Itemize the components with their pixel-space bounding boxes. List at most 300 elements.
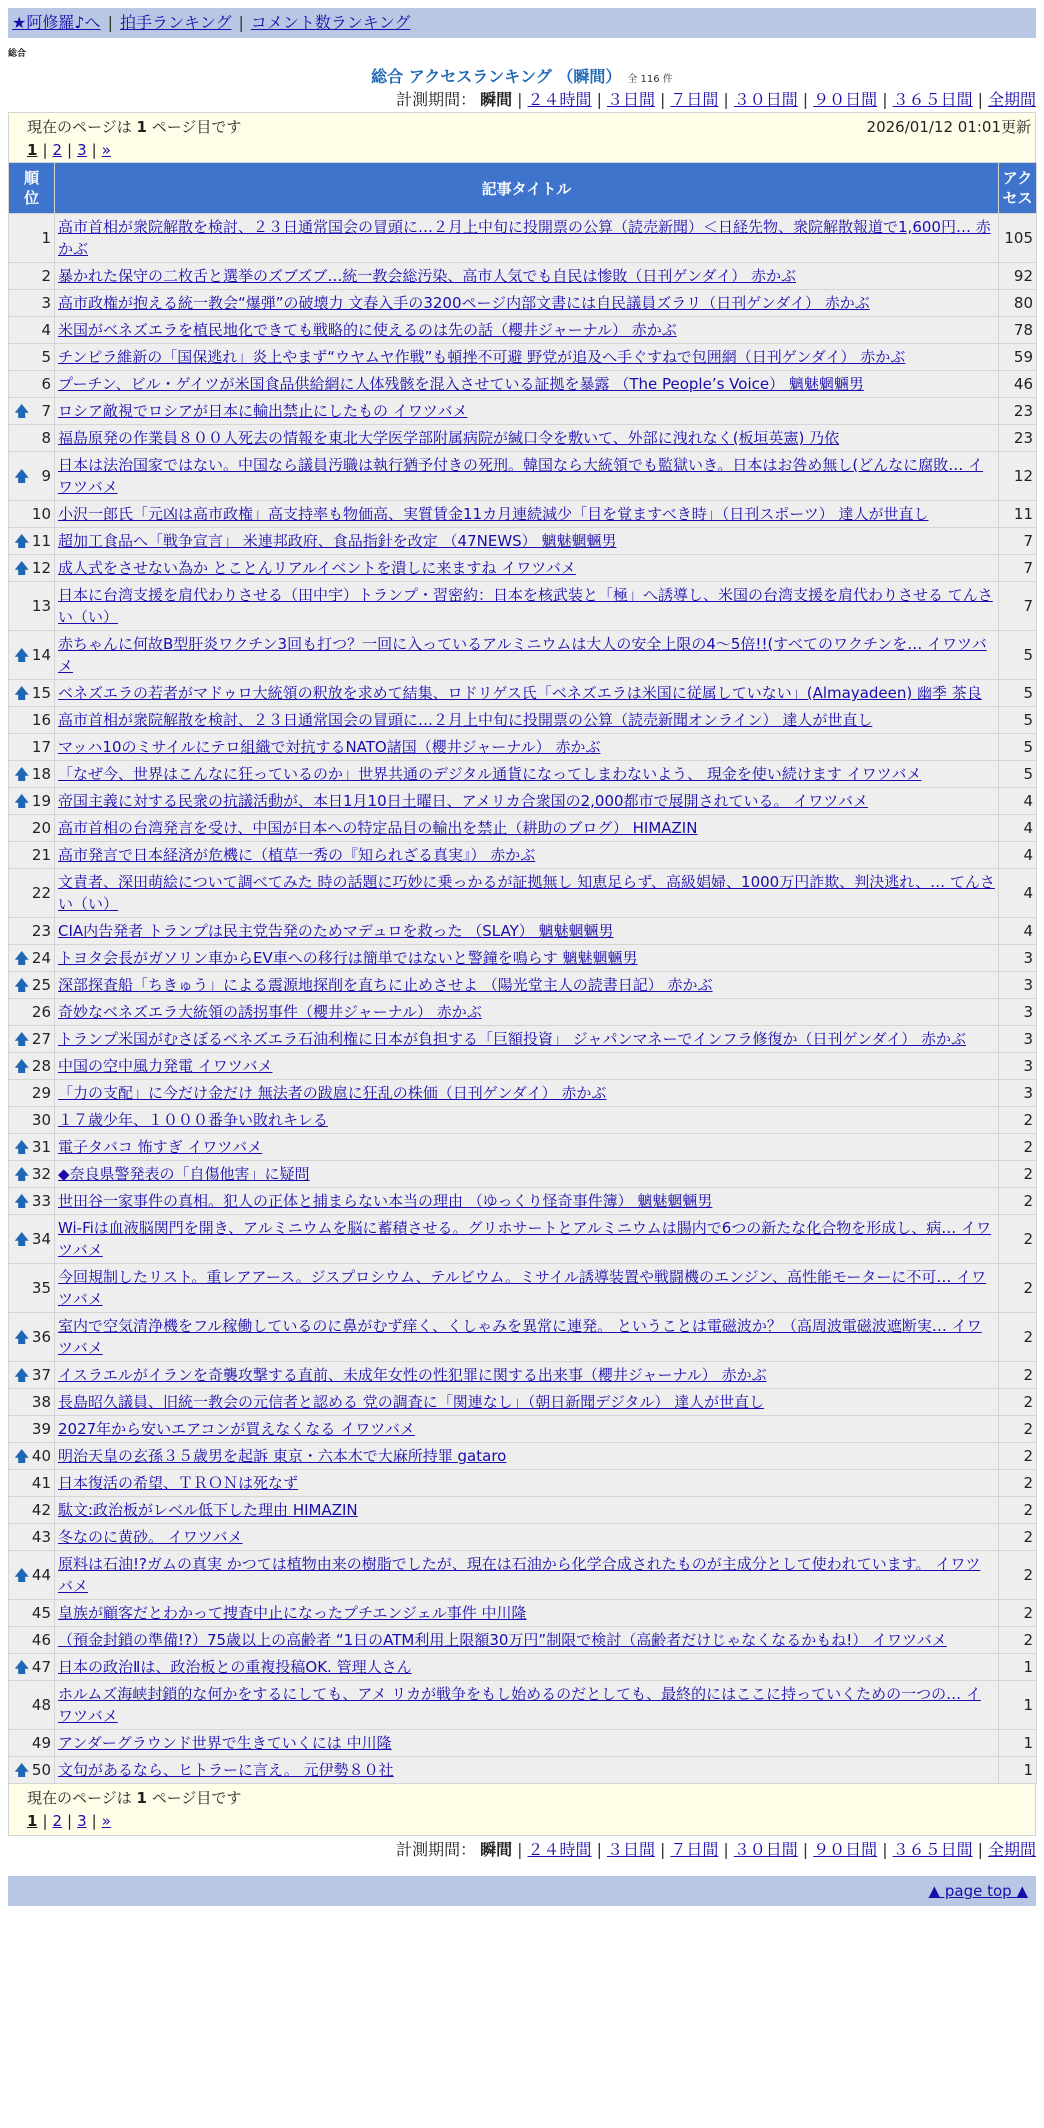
rank-cell bbox=[9, 398, 55, 425]
access-count: 7 bbox=[999, 555, 1037, 582]
access-count: 2 bbox=[999, 1389, 1037, 1416]
rank-up-arrow-icon: 🡅 bbox=[14, 1230, 30, 1248]
access-count: 3 bbox=[999, 1026, 1037, 1053]
rank-up-arrow-icon: 🡅 bbox=[14, 1447, 30, 1465]
rank-cell bbox=[9, 1313, 55, 1362]
pager-separator: | bbox=[42, 141, 48, 159]
table-row bbox=[9, 972, 1037, 999]
access-count: 3 bbox=[999, 1080, 1037, 1107]
rank-number: 35 bbox=[31, 1279, 51, 1297]
period-separator: | bbox=[723, 1840, 729, 1859]
period-link-1[interactable]: ３日間 bbox=[606, 90, 655, 109]
rank-up-arrow-icon: 🡅 bbox=[14, 976, 30, 994]
title-cell bbox=[55, 1026, 999, 1053]
pager-separator: | bbox=[91, 141, 97, 159]
rank-cell bbox=[9, 452, 55, 501]
pager-separator: | bbox=[67, 141, 73, 159]
access-count: 1 bbox=[999, 1681, 1037, 1730]
rank-cell bbox=[9, 1443, 55, 1470]
article-title-link[interactable]: 高市政権が抱える統一教会“爆弾”の破壊力 文春入手の3200ページ内部文書には自民議員ズラリ（日刊ゲンダイ） 赤かぶ bbox=[58, 294, 870, 312]
rank-cell bbox=[9, 918, 55, 945]
rank-number: 1 bbox=[41, 229, 51, 247]
title-cell bbox=[55, 452, 999, 501]
title-cell bbox=[55, 945, 999, 972]
rank-up-arrow-icon: 🡅 bbox=[14, 532, 30, 550]
rank-number: 12 bbox=[31, 559, 51, 577]
page-info-bottom bbox=[8, 1784, 1036, 1836]
nav-link-comment-ranking[interactable]: コメント数ランキング bbox=[250, 13, 411, 32]
pager-separator: | bbox=[67, 1812, 73, 1830]
footer-bar bbox=[8, 1876, 1036, 1906]
period-link-3[interactable]: ３０日間 bbox=[733, 1840, 798, 1859]
rank-cell bbox=[9, 1524, 55, 1551]
rank-cell bbox=[9, 761, 55, 788]
rank-number: 15 bbox=[31, 684, 51, 702]
rank-number: 10 bbox=[31, 505, 51, 523]
table-row bbox=[9, 1161, 1037, 1188]
pager-link-1[interactable]: 3 bbox=[77, 1812, 87, 1830]
title-cell bbox=[55, 999, 999, 1026]
table-row bbox=[9, 290, 1037, 317]
top-nav-bar bbox=[8, 8, 1036, 38]
article-title-link[interactable]: 日本復活の希望、ＴＲＯＮは死なず bbox=[58, 1474, 299, 1492]
access-count: 2 bbox=[999, 1443, 1037, 1470]
rank-up-arrow-icon: 🡅 bbox=[14, 765, 30, 783]
article-title-link[interactable]: 世田谷一家事件の真相。犯人の正体と捕まらない本当の理由 （ゆっくり怪奇事件簿） 魑魅魍魎男 bbox=[58, 1192, 713, 1210]
header-rank: 順位 bbox=[9, 163, 55, 214]
rank-up-arrow-icon: 🡅 bbox=[14, 1658, 30, 1676]
bottom-spacer bbox=[8, 1906, 1036, 1918]
title-cell bbox=[55, 1551, 999, 1600]
rank-cell bbox=[9, 788, 55, 815]
title-cell bbox=[55, 1313, 999, 1362]
article-title-link[interactable]: 駄文:政治板がレベル低下した理由 HIMAZIN bbox=[58, 1501, 358, 1519]
access-count: 2 bbox=[999, 1551, 1037, 1600]
period-link-2[interactable]: ７日間 bbox=[670, 1840, 719, 1859]
rank-number: 38 bbox=[31, 1393, 51, 1411]
period-current: 瞬間 bbox=[480, 1840, 513, 1859]
article-title-link[interactable]: 小沢一郎氏「元凶は高市政権」高支持率も物価高、実質賃金11カ月連続減少「目を覚ますべき時」（日刊スポーツ） 達人が世直し bbox=[58, 505, 929, 523]
table-row bbox=[9, 582, 1037, 631]
pager-link-2[interactable]: » bbox=[101, 1812, 111, 1830]
period-link-4[interactable]: ９０日間 bbox=[813, 1840, 878, 1859]
period-separator: | bbox=[802, 90, 809, 109]
rank-number: 40 bbox=[31, 1447, 51, 1465]
table-row bbox=[9, 1551, 1037, 1600]
article-title-link[interactable]: 冬なのに黄砂。 イワツバメ bbox=[58, 1528, 243, 1546]
access-count: 92 bbox=[999, 263, 1037, 290]
title-cell bbox=[55, 788, 999, 815]
period-link-5[interactable]: ３６５日間 bbox=[892, 90, 973, 109]
period-separator: | bbox=[659, 1840, 666, 1859]
rank-cell bbox=[9, 1080, 55, 1107]
access-count: 23 bbox=[999, 398, 1037, 425]
period-separator: | bbox=[596, 1840, 602, 1859]
rank-number: 18 bbox=[31, 765, 51, 783]
page-top-link[interactable]: ▲ page top ▲ bbox=[928, 1882, 1028, 1900]
period-label: 計測期間： bbox=[396, 1840, 477, 1859]
title-cell bbox=[55, 425, 999, 452]
rank-number: 48 bbox=[31, 1696, 51, 1714]
rank-number: 28 bbox=[31, 1057, 51, 1075]
pager-link-0[interactable]: 2 bbox=[52, 141, 63, 159]
title-cell bbox=[55, 1215, 999, 1264]
period-separator: | bbox=[659, 90, 666, 109]
title-cell bbox=[55, 815, 999, 842]
page-info-top bbox=[8, 112, 1036, 162]
rank-cell bbox=[9, 1026, 55, 1053]
rank-cell bbox=[9, 425, 55, 452]
table-row bbox=[9, 452, 1037, 501]
table-row bbox=[9, 680, 1037, 707]
article-title-link[interactable]: 電子タバコ 怖すぎ イワツバメ bbox=[58, 1138, 263, 1156]
article-title-link[interactable]: 原料は石油!?ガムの真実 かつては植物由来の樹脂でしたが、現在は石油から化学合成されたものが主成分として使われています。 イワツバメ bbox=[58, 1555, 981, 1595]
page-indicator-prefix: 現在のページは bbox=[27, 1789, 132, 1807]
table-row bbox=[9, 945, 1037, 972]
article-title-link[interactable]: 「なぜ今、世界はこんなに狂っているのか」世界共通のデジタル通貨になってしまわないよう、 現金を使い続けます イワツバメ bbox=[58, 765, 922, 783]
table-row bbox=[9, 1600, 1037, 1627]
rank-cell bbox=[9, 263, 55, 290]
access-count: 80 bbox=[999, 290, 1037, 317]
pager-current-page: 1 bbox=[27, 141, 38, 159]
rank-up-arrow-icon: 🡅 bbox=[14, 1761, 30, 1779]
access-count: 4 bbox=[999, 869, 1037, 918]
period-link-5[interactable]: ３６５日間 bbox=[892, 1840, 973, 1859]
access-count: 4 bbox=[999, 788, 1037, 815]
rank-number: 30 bbox=[31, 1111, 51, 1129]
access-count: 7 bbox=[999, 582, 1037, 631]
article-title-link[interactable]: 福島原発の作業員８００人死去の情報を東北大学医学部附属病院が緘口令を敷いて、外部に洩れなく(板垣英憲) 乃依 bbox=[58, 429, 840, 447]
rank-cell bbox=[9, 1161, 55, 1188]
article-title-link[interactable]: 今回規制したリスト。重レアアース。ジスプロシウム、テルビウム。ミサイル誘導装置や戦闘機のエンジン、高性能モーターに不可… イワツバメ bbox=[58, 1268, 987, 1308]
rank-number: 43 bbox=[31, 1528, 51, 1546]
period-link-3[interactable]: ３０日間 bbox=[733, 90, 798, 109]
access-count: 3 bbox=[999, 945, 1037, 972]
rank-number: 46 bbox=[31, 1631, 51, 1649]
rank-number: 7 bbox=[41, 402, 51, 420]
rank-cell bbox=[9, 945, 55, 972]
rank-cell bbox=[9, 1389, 55, 1416]
article-title-link[interactable]: 帝国主義に対する民衆の抗議活動が、本日1月10日土曜日、アメリカ合衆国の2,000都市で展開されている。 イワツバメ bbox=[58, 792, 868, 810]
rank-number: 39 bbox=[31, 1420, 51, 1438]
rank-cell bbox=[9, 1551, 55, 1600]
article-title-link[interactable]: 赤ちゃんに何故B型肝炎ワクチン3回も打つ？一回に入っているアルミニウムは大人の安全上限の4〜5倍!!(すべてのワクチンを… イワツバメ bbox=[58, 635, 987, 675]
access-count: 2 bbox=[999, 1524, 1037, 1551]
article-title-link[interactable]: 深部探査船「ちきゅう」による震源地探削を直ちに止めさせよ （陽光堂主人の読書日記） 赤かぶ bbox=[58, 976, 713, 994]
rank-number: 14 bbox=[31, 646, 51, 664]
table-row bbox=[9, 555, 1037, 582]
access-count: 46 bbox=[999, 371, 1037, 398]
rank-number: 17 bbox=[31, 738, 51, 756]
table-row bbox=[9, 425, 1037, 452]
page-title-text: 総合 アクセスランキング （瞬間） bbox=[371, 67, 622, 86]
rank-number: 29 bbox=[31, 1084, 51, 1102]
article-title-link[interactable]: 奇妙なベネズエラ大統領の誘拐事件（櫻井ジャーナル） 赤かぶ bbox=[58, 1003, 482, 1021]
rank-cell bbox=[9, 680, 55, 707]
rank-number: 4 bbox=[41, 321, 51, 339]
article-title-link[interactable]: トヨタ会長がガソリン車からEV車への移行は簡単ではないと警鐘を鳴らす 魑魅魍魎男 bbox=[58, 949, 638, 967]
title-cell bbox=[55, 1497, 999, 1524]
rank-up-arrow-icon: 🡅 bbox=[14, 467, 30, 485]
access-count: 2 bbox=[999, 1188, 1037, 1215]
article-title-link[interactable]: 暴かれた保守の二枚舌と選挙のズブズブ…統一教会総汚染、高市人気でも自民は惨敗（日刊ゲンダイ） 赤かぶ bbox=[58, 267, 796, 285]
access-count: 2 bbox=[999, 1107, 1037, 1134]
access-count: 2 bbox=[999, 1215, 1037, 1264]
title-cell bbox=[55, 1264, 999, 1313]
rank-cell bbox=[9, 214, 55, 263]
pager-top bbox=[27, 139, 1031, 161]
access-count: 2 bbox=[999, 1627, 1037, 1654]
article-title-link[interactable]: 室内で空気清浄機をフル稼働しているのに鼻がむず痒く、くしゃみを異常に連発。 ということは電磁波か？（高周波電磁波遮断実… イワツバメ bbox=[58, 1317, 982, 1357]
rank-cell bbox=[9, 290, 55, 317]
article-title-link[interactable]: 「力の支配」に今だけ金だけ 無法者の跋扈に狂乱の株価（日刊ゲンダイ） 赤かぶ bbox=[58, 1084, 607, 1102]
rank-up-arrow-icon: 🡅 bbox=[14, 402, 30, 420]
access-count: 4 bbox=[999, 842, 1037, 869]
rank-number: 8 bbox=[41, 429, 51, 447]
title-cell bbox=[55, 1757, 999, 1784]
article-title-link[interactable]: 高市首相の台湾発言を受け、中国が日本への特定品目の輸出を禁止（耕助のブログ） HIMAZIN bbox=[58, 819, 698, 837]
period-separator: | bbox=[977, 1840, 983, 1859]
table-row bbox=[9, 214, 1037, 263]
access-count: 7 bbox=[999, 528, 1037, 555]
access-count: 5 bbox=[999, 631, 1037, 680]
page-indicator-number: 1 bbox=[136, 118, 147, 136]
access-count: 3 bbox=[999, 1053, 1037, 1080]
rank-up-arrow-icon: 🡅 bbox=[14, 646, 30, 664]
title-cell bbox=[55, 582, 999, 631]
rank-up-arrow-icon: 🡅 bbox=[14, 1030, 30, 1048]
rank-number: 34 bbox=[31, 1230, 51, 1248]
access-count: 105 bbox=[999, 214, 1037, 263]
rank-cell bbox=[9, 1681, 55, 1730]
nav-link-asyura-home[interactable]: ★阿修羅♪へ bbox=[12, 13, 101, 32]
title-cell bbox=[55, 1134, 999, 1161]
header-title: 記事タイトル bbox=[55, 163, 999, 214]
rank-cell bbox=[9, 1188, 55, 1215]
nav-separator: | bbox=[238, 13, 244, 32]
table-row bbox=[9, 1443, 1037, 1470]
article-title-link[interactable]: 日本は法治国家ではない。中国なら議員汚職は執行猶予付きの死刑。韓国なら大統領でも監獄いき。日本はお咎め無し(どんなに腐敗… イワツバメ bbox=[58, 456, 984, 496]
rank-number: 32 bbox=[31, 1165, 51, 1183]
rank-cell bbox=[9, 582, 55, 631]
rank-up-arrow-icon: 🡅 bbox=[14, 1566, 30, 1584]
access-count: 5 bbox=[999, 680, 1037, 707]
rank-number: 16 bbox=[31, 711, 51, 729]
period-link-0[interactable]: ２４時間 bbox=[527, 1840, 592, 1859]
rank-number: 36 bbox=[31, 1328, 51, 1346]
table-row bbox=[9, 1080, 1037, 1107]
title-cell bbox=[55, 317, 999, 344]
article-title-link[interactable]: ベネズエラの若者がマドゥロ大統領の釈放を求めて結集、ロドリゲス氏「ベネズエラは米国に従属していない」(Almayadeen) 幽季 茶良 bbox=[58, 684, 982, 702]
article-title-link[interactable]: マッハ10のミサイルにテロ組織で対抗するNATO諸国（櫻井ジャーナル） 赤かぶ bbox=[58, 738, 601, 756]
rank-cell bbox=[9, 1730, 55, 1757]
table-row bbox=[9, 501, 1037, 528]
rank-up-arrow-icon: 🡅 bbox=[14, 1165, 30, 1183]
period-selector-bottom bbox=[8, 1838, 1036, 1862]
rank-cell bbox=[9, 371, 55, 398]
rank-cell bbox=[9, 1053, 55, 1080]
pager-link-1[interactable]: 3 bbox=[77, 141, 87, 159]
article-title-link[interactable]: 高市発言で日本経済が危機に（植草一秀の『知られざる真実』） 赤かぶ bbox=[58, 846, 536, 864]
article-title-link[interactable]: アンダーグラウンド世界で生きていくには 中川隆 bbox=[58, 1734, 392, 1752]
article-title-link[interactable]: ◆奈良県警発表の「自傷他害」に疑問 bbox=[58, 1165, 310, 1183]
period-link-0[interactable]: ２４時間 bbox=[527, 90, 592, 109]
title-cell bbox=[55, 214, 999, 263]
rank-number: 31 bbox=[31, 1138, 51, 1156]
article-title-link[interactable]: イスラエルがイランを奇襲攻撃する直前、未成年女性の性犯罪に関する出来事（櫻井ジャーナル） 赤かぶ bbox=[58, 1366, 767, 1384]
breadcrumb: 総合 bbox=[8, 49, 27, 59]
rank-number: 19 bbox=[31, 792, 51, 810]
article-title-link[interactable]: 皇族が顧客だとわかって捜査中止になったプチエンジェル事件 中川隆 bbox=[58, 1604, 527, 1622]
article-title-link[interactable]: 明治天皇の玄孫３５歳男を起訴 東京・六本木で大麻所持罪 gataro bbox=[58, 1447, 507, 1465]
access-count: 3 bbox=[999, 999, 1037, 1026]
article-title-link[interactable]: 文責者、深田萌絵について調べてみた 時の話題に巧妙に乗っかるが証拠無し 知恵足らず、高級娼婦、1000万円詐欺、判決逃れ、… てんさい（い） bbox=[58, 873, 995, 913]
rank-number: 49 bbox=[31, 1734, 51, 1752]
article-title-link[interactable]: 2027年から安いエアコンが買えなくなる イワツバメ bbox=[58, 1420, 415, 1438]
title-cell bbox=[55, 1524, 999, 1551]
title-cell bbox=[55, 972, 999, 999]
article-title-link[interactable]: ホルムズ海峡封鎖的な何かをするにしても、アメ リカが戦争をもし始めるのだとしても、最終的にはここに持っていくための一つの… イワツバメ bbox=[58, 1685, 981, 1725]
period-separator: | bbox=[517, 1840, 523, 1859]
article-title-link[interactable]: 長島昭久議員、旧統一教会の元信者と認める 党の調査に「関連なし」（朝日新聞デジタル） 達人が世直し bbox=[58, 1393, 765, 1411]
access-count: 2 bbox=[999, 1416, 1037, 1443]
title-cell bbox=[55, 1362, 999, 1389]
header-count: アクセス bbox=[999, 163, 1037, 214]
page-indicator bbox=[27, 1786, 1031, 1810]
access-count: 2 bbox=[999, 1497, 1037, 1524]
table-row bbox=[9, 1134, 1037, 1161]
article-title-link[interactable]: 超加工食品へ「戦争宣言」 米連邦政府、食品指針を改定 （47NEWS） 魑魅魍魎男 bbox=[58, 532, 617, 550]
pager-link-0[interactable]: 2 bbox=[52, 1812, 63, 1830]
rank-cell bbox=[9, 1215, 55, 1264]
rank-number: 25 bbox=[31, 976, 51, 994]
rank-number: 3 bbox=[41, 294, 51, 312]
title-cell bbox=[55, 371, 999, 398]
rank-cell bbox=[9, 1470, 55, 1497]
article-title-link[interactable]: 米国がベネズエラを植民地化できても戦略的に使えるのは先の話（櫻井ジャーナル） 赤かぶ bbox=[58, 321, 677, 339]
updated-timestamp: 2026/01/12 01:01更新 bbox=[866, 118, 1031, 136]
title-cell bbox=[55, 528, 999, 555]
pager-current-page: 1 bbox=[27, 1812, 38, 1830]
article-title-link[interactable]: Wi-Fiは血液脳関門を開き、アルミニウムを脳に蓄積させる。グリホサートとアルミニウムは腸内で6つの新たな化合物を形成し、病… イワツバメ bbox=[58, 1219, 992, 1259]
access-count: 1 bbox=[999, 1654, 1037, 1681]
pager-bottom bbox=[27, 1810, 1031, 1832]
rank-cell bbox=[9, 631, 55, 680]
rank-up-arrow-icon: 🡅 bbox=[14, 559, 30, 577]
article-title-link[interactable]: 文句があるなら、ヒトラーに言え。 元伊勢８０社 bbox=[58, 1761, 394, 1779]
period-separator: | bbox=[802, 1840, 809, 1859]
rank-cell bbox=[9, 1362, 55, 1389]
rank-cell bbox=[9, 1497, 55, 1524]
article-title-link[interactable]: 日本の政治Ⅱは、政治板との重複投稿OK. 管理人さん bbox=[58, 1658, 412, 1676]
rank-cell bbox=[9, 734, 55, 761]
table-row bbox=[9, 734, 1037, 761]
period-link-4[interactable]: ９０日間 bbox=[813, 90, 878, 109]
access-count: 5 bbox=[999, 707, 1037, 734]
table-row bbox=[9, 317, 1037, 344]
rank-number: 13 bbox=[31, 597, 51, 615]
rank-up-arrow-icon: 🡅 bbox=[14, 1366, 30, 1384]
access-count: 2 bbox=[999, 1264, 1037, 1313]
article-title-link[interactable]: １７歳少年、１０００番争い敗れキレる bbox=[58, 1111, 328, 1129]
rank-number: 27 bbox=[31, 1030, 51, 1048]
rank-number: 9 bbox=[41, 467, 51, 485]
title-cell bbox=[55, 263, 999, 290]
period-link-6[interactable]: 全期間 bbox=[987, 1840, 1036, 1859]
nav-link-applause-ranking[interactable]: 拍手ランキング bbox=[119, 13, 232, 32]
title-cell bbox=[55, 680, 999, 707]
article-title-link[interactable]: 高市首相が衆院解散を検討、２３日通常国会の冒頭に…２月上中旬に投開票の公算（読売新聞オンライン） 達人が世直し bbox=[58, 711, 873, 729]
access-count: 2 bbox=[999, 1134, 1037, 1161]
access-count: 1 bbox=[999, 1757, 1037, 1784]
title-cell bbox=[55, 1416, 999, 1443]
table-row bbox=[9, 1497, 1037, 1524]
rank-cell bbox=[9, 1134, 55, 1161]
title-cell bbox=[55, 501, 999, 528]
title-cell bbox=[55, 344, 999, 371]
rank-number: 5 bbox=[41, 348, 51, 366]
article-title-link[interactable]: トランプ米国がむさぼるベネズエラ石油利権に日本が負担する「巨額投資」 ジャパンマネーでインフラ修復か（日刊ゲンダイ） 赤かぶ bbox=[58, 1030, 967, 1048]
article-title-link[interactable]: 中国の空中風力発電 イワツバメ bbox=[58, 1057, 273, 1075]
period-link-6[interactable]: 全期間 bbox=[987, 90, 1036, 109]
article-title-link[interactable]: 高市首相が衆院解散を検討、２３日通常国会の冒頭に…２月上中旬に投開票の公算（読売新聞）＜日経先物、衆院解散報道で1,600円… 赤かぶ bbox=[58, 218, 991, 258]
title-cell bbox=[55, 1080, 999, 1107]
table-row bbox=[9, 1416, 1037, 1443]
period-link-2[interactable]: ７日間 bbox=[670, 90, 719, 109]
rank-cell bbox=[9, 528, 55, 555]
table-header-row bbox=[9, 163, 1037, 214]
article-title-link[interactable]: 日本に台湾支援を肩代わりさせる（田中宇）トランプ・習密約：日本を核武装と「極」へ誘導し、米国の台湾支援を肩代わりさせる てんさい（い） bbox=[58, 586, 993, 626]
access-count: 4 bbox=[999, 815, 1037, 842]
title-cell bbox=[55, 1053, 999, 1080]
period-separator: | bbox=[977, 90, 983, 109]
table-row bbox=[9, 1654, 1037, 1681]
table-row bbox=[9, 707, 1037, 734]
article-title-link[interactable]: 成人式をさせない為か とことんリアルイベントを潰しに来ますね イワツバメ bbox=[58, 559, 576, 577]
article-title-link[interactable]: ロシア敵視でロシアが日本に輸出禁止にしたもの イワツバメ bbox=[58, 402, 468, 420]
title-cell bbox=[55, 1681, 999, 1730]
table-row bbox=[9, 1470, 1037, 1497]
rank-cell bbox=[9, 501, 55, 528]
article-title-link[interactable]: （預金封鎖の準備!?）75歳以上の高齢者 “1日のATM利用上限額30万円”制限で検討（高齢者だけじゃなくなるかもね!） イワツバメ bbox=[58, 1631, 947, 1649]
title-cell bbox=[55, 842, 999, 869]
title-cell bbox=[55, 290, 999, 317]
access-count: 2 bbox=[999, 1362, 1037, 1389]
pager-link-2[interactable]: » bbox=[101, 141, 111, 159]
rank-up-arrow-icon: 🡅 bbox=[14, 1192, 30, 1210]
period-link-1[interactable]: ３日間 bbox=[606, 1840, 655, 1859]
access-count: 2 bbox=[999, 1470, 1037, 1497]
access-count: 3 bbox=[999, 972, 1037, 999]
rank-cell bbox=[9, 317, 55, 344]
rank-cell bbox=[9, 999, 55, 1026]
article-title-link[interactable]: チンピラ維新の「国保逃れ」炎上やまず“ウヤムヤ作戦”も頓挫不可避 野党が追及へ手ぐすねで包囲網（日刊ゲンダイ） 赤かぶ bbox=[58, 348, 906, 366]
title-cell bbox=[55, 631, 999, 680]
title-cell bbox=[55, 1389, 999, 1416]
pager-separator: | bbox=[42, 1812, 48, 1830]
rank-number: 21 bbox=[31, 846, 51, 864]
rank-up-arrow-icon: 🡅 bbox=[14, 684, 30, 702]
table-row bbox=[9, 1524, 1037, 1551]
article-title-link[interactable]: プーチン、ビル・ゲイツが米国食品供給網に人体残骸を混入させている証拠を暴露 （The People’s Voice） 魑魅魍魎男 bbox=[58, 375, 864, 393]
rank-cell bbox=[9, 1757, 55, 1784]
table-row bbox=[9, 761, 1037, 788]
rank-cell bbox=[9, 1627, 55, 1654]
article-title-link[interactable]: CIA内告発者 トランプは民主党告発のためマデュロを救った （SLAY） 魑魅魍魎男 bbox=[58, 922, 614, 940]
title-cell bbox=[55, 1627, 999, 1654]
period-label: 計測期間： bbox=[396, 90, 477, 109]
rank-up-arrow-icon: 🡅 bbox=[14, 1328, 30, 1346]
